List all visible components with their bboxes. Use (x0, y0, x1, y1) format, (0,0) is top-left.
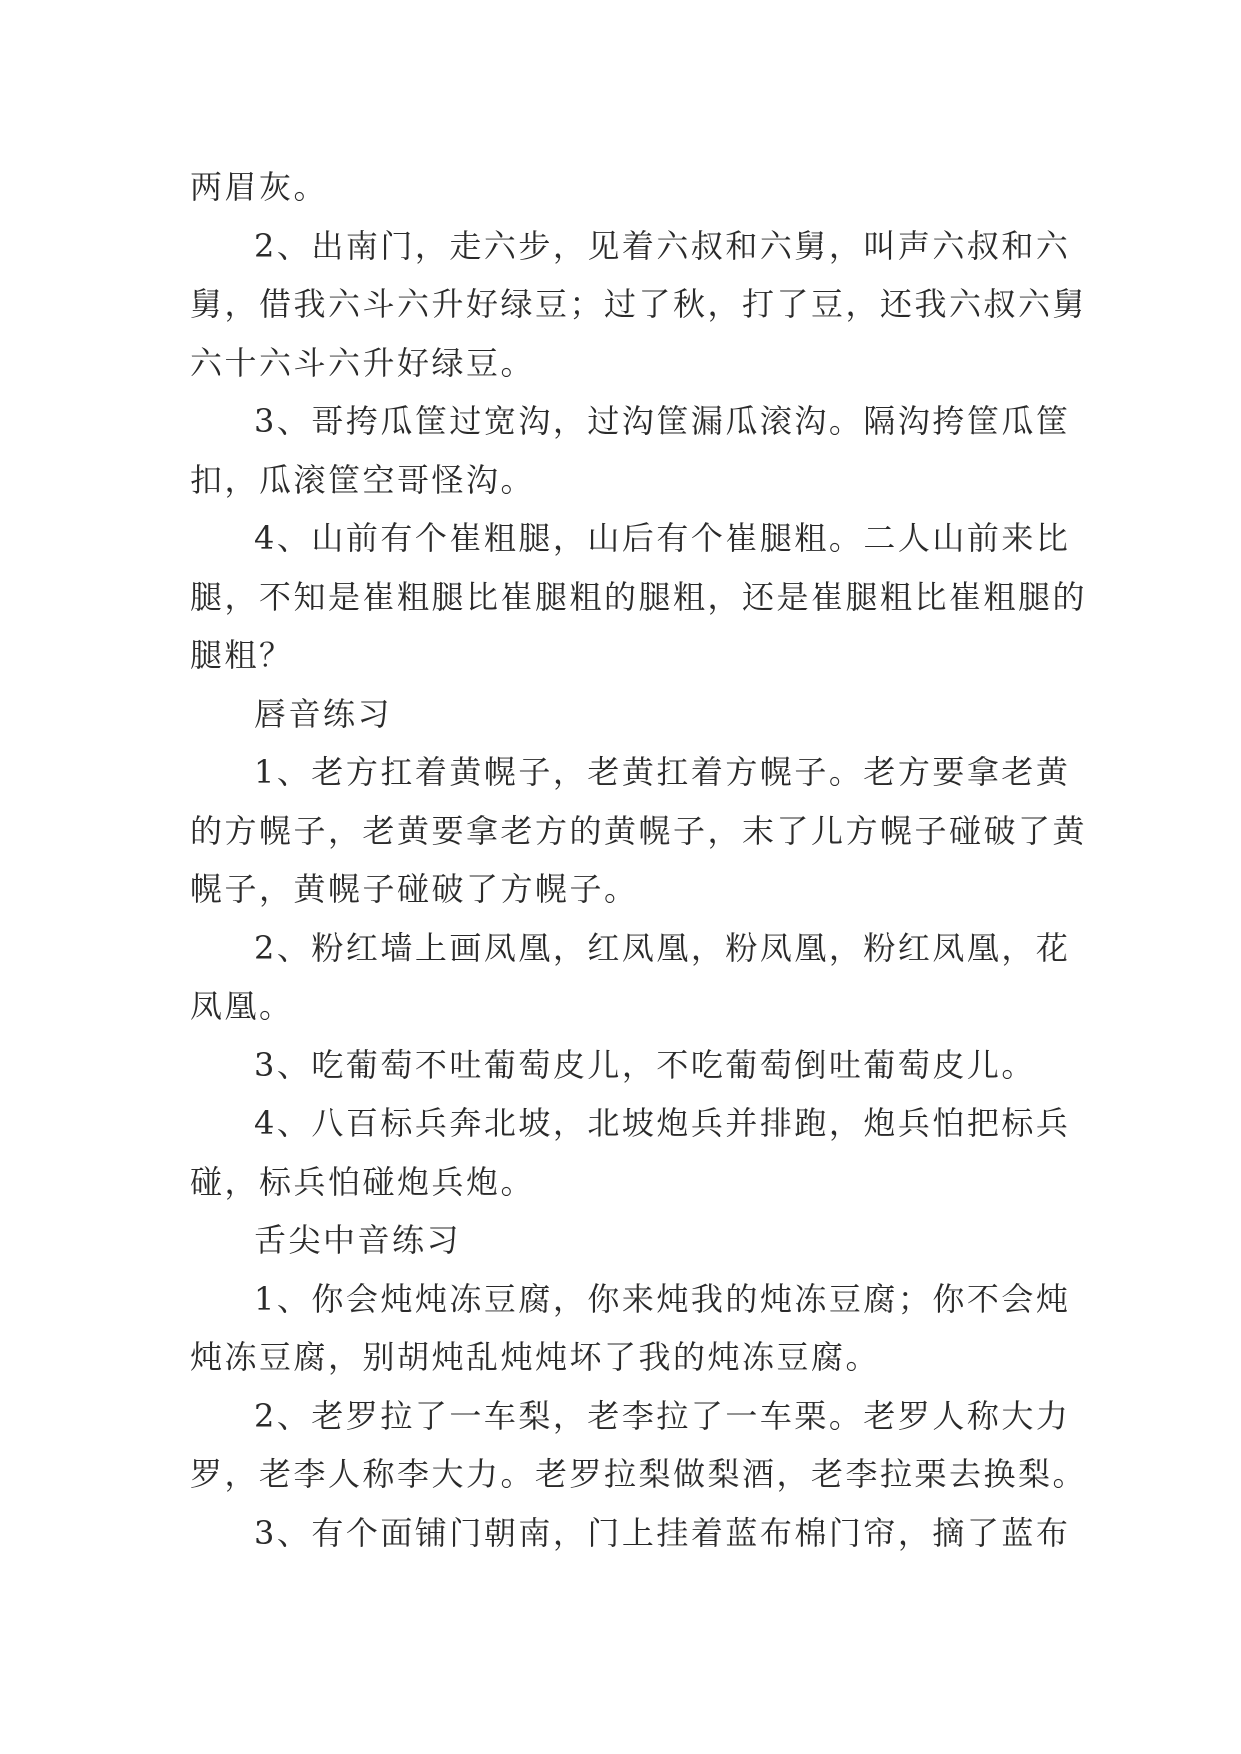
text-line: 4、山前有个崔粗腿，山后有个崔腿粗。二人山前来比 (254, 519, 1071, 557)
text-line: 腿，不知是崔粗腿比崔腿粗的腿粗，还是崔腿粗比崔粗腿的 (190, 577, 1088, 616)
text-line: 扣，瓜滚筐空哥怪沟。 (190, 460, 536, 499)
text-line: 炖冻豆腐，别胡炖乱炖炖坏了我的炖冻豆腐。 (190, 1338, 881, 1376)
text-line: 两眉灰。 (190, 168, 329, 206)
text-line: 1、你会炖炖冻豆腐，你来炖我的炖冻豆腐；你不会炖 (254, 1279, 1071, 1318)
text-line: 2、粉红墙上画凤凰，红凤凰，粉凤凰，粉红凤凰，花 (254, 928, 1071, 967)
text-line: 的方幌子，老黄要拿老方的黄幌子，末了儿方幌子碰破了黄 (190, 811, 1088, 850)
text-line: 舅，借我六斗六升好绿豆；过了秋，打了豆，还我六叔六舅 (190, 285, 1088, 323)
text-line: 3、哥挎瓜筐过宽沟，过沟筐漏瓜滚沟。隔沟挎筐瓜筐 (254, 402, 1071, 440)
text-line: 3、有个面铺门朝南，门上挂着蓝布棉门帘，摘了蓝布 (254, 1513, 1071, 1552)
section-heading: 唇音练习 (254, 694, 393, 733)
text-line: 腿粗？ (190, 636, 294, 674)
text-line: 碰，标兵怕碰炮兵炮。 (190, 1162, 536, 1201)
text-line: 六十六斗六升好绿豆。 (190, 343, 536, 382)
text-line: 2、老罗拉了一车梨，老李拉了一车栗。老罗人称大力 (254, 1396, 1071, 1435)
document-body (190, 158, 1088, 1562)
text-line: 幌子，黄幌子碰破了方幌子。 (190, 870, 639, 908)
text-line: 3、吃葡萄不吐葡萄皮儿，不吃葡萄倒吐葡萄皮儿。 (254, 1045, 1036, 1084)
text-line: 1、老方扛着黄幌子，老黄扛着方幌子。老方要拿老黄 (254, 753, 1071, 791)
text-line: 凤凰。 (190, 987, 294, 1025)
text-line: 4、八百标兵奔北坡，北坡炮兵并排跑，炮兵怕把标兵 (254, 1104, 1071, 1142)
text-line: 2、出南门，走六步，见着六叔和六舅，叫声六叔和六 (254, 226, 1071, 265)
section-heading: 舌尖中音练习 (254, 1221, 462, 1259)
text-line: 罗，老李人称李大力。老罗拉梨做梨酒，老李拉栗去换梨。 (190, 1455, 1088, 1493)
